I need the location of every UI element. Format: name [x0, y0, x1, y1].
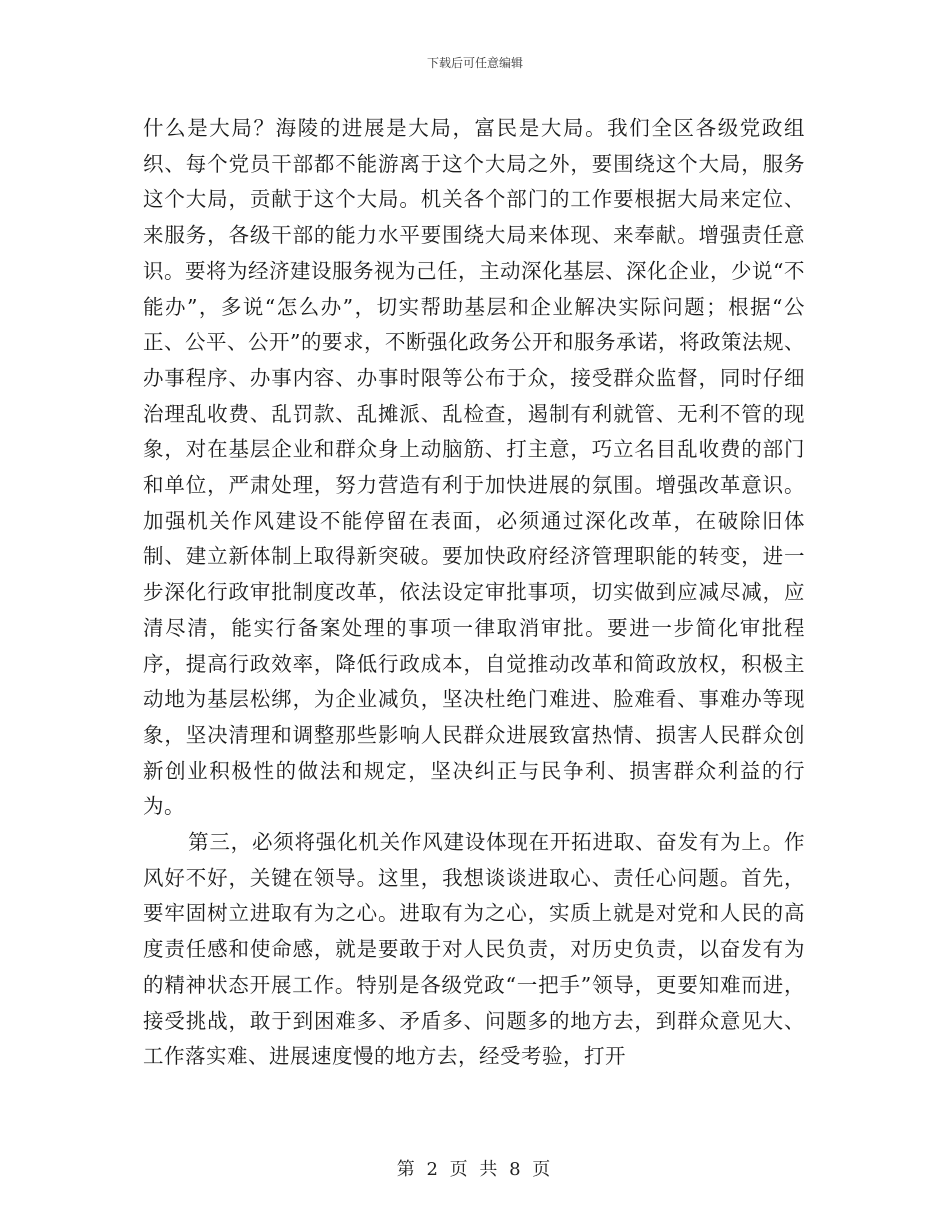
document-body — [143, 111, 805, 1075]
page-number: 第 2 页 共 8 页 — [396, 1159, 554, 1180]
body-paragraph-2: 第三，必须将强化机关作风建设体现在开拓进取、奋发有为上。作风好不好，关键在领导。这里，我想谈谈进取心、责任心问题。首先，要牢固树立进取有为之心。进取有为之心，实质上就是对党和人民的高度责任感和使命感，就是要敢于对人民负责，对历史负责，以奋发有为的精神状态开展工作。特别是各级党政“一把手”领导，更要知难而进，接受挑战，敢于到困难多、矛盾多、问题多的地方去，到群众意见大、工作落实难、进展速度慢的地方去，经受考验，打开 — [143, 830, 805, 1069]
body-paragraph-1: 什么是大局？海陵的进展是大局，富民是大局。我们全区各级党政组织、每个党员干部都不能游离于这个大局之外，要围绕这个大局，服务这个大局，贡献于这个大局。机关各个部门的工作要根据大局来定位、来服务，各级干部的能力水平要围绕大局来体现、来奉献。增强责任意识。要将为经济建设服务视为己任，主动深化基层、深化企业，少说“不能办”，多说“怎么办”，切实帮助基层和企业解决实际问题；根据“公正、公平、公开”的要求，不断强化政务公开和服务承诺，将政策法规、办事程序、办事内容、办事时限等公布于众，接受群众监督，同时仔细治理乱收费、乱罚款、乱摊派、乱检查，遏制有利就管、无利不管的现象，对在基层企业和群众身上动脑筋、打主意，巧立名目乱收费的部门和单位，严肃处理，努力营造有利于加快进展的氛围。增强改革意识。加强机关作风建设不能停留在表面，必须通过深化改革，在破除旧体制、建立新体制上取得新突破。要加快政府经济管理职能的转变，进一步深化行政审批制度改革，依法设定审批事项，切实做到应减尽减，应清尽清，能实行备案处理的事项一律取消审批。要进一步简化审批程序，提高行政效率，降低行政成本，自觉推动改革和简政放权，积极主动地为基层松绑，为企业减负，坚决杜绝门难进、脸难看、事难办等现象，坚决清理和调整那些影响人民群众进展致富热情、损害人民群众创新创业积极性的做法和规定，坚决纠正与民争利、损害群众利益的行为。 — [143, 116, 805, 819]
page-header-note: 下载后可任意编辑 — [426, 56, 523, 70]
